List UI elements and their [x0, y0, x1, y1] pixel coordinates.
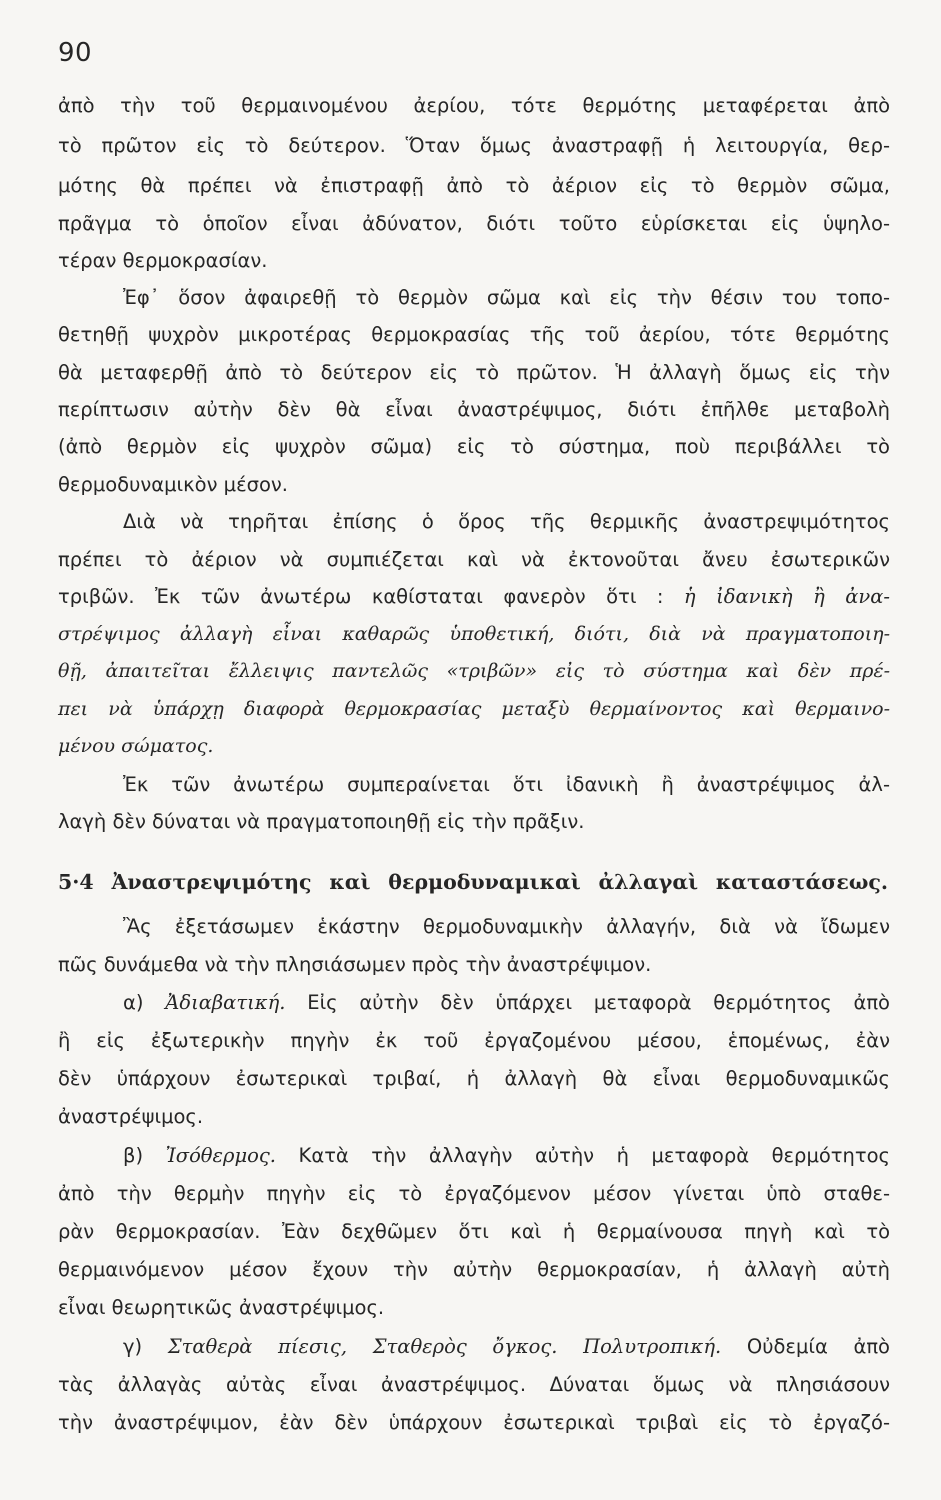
text-line: Ἐφ᾽ ὅσον ἀφαιρεθῇ τὸ θερμὸν σῶμα καὶ εἰς τὴν θέσιν του τοπο-: [123, 286, 890, 309]
page-number: 90: [58, 38, 93, 68]
list-item-term: Σταθερὰ πίεσις, Σταθερὸς ὄγκος. Πολυτροπική.: [167, 1335, 722, 1358]
text-line: θερμοδυναμικὸν μέσον.: [58, 473, 288, 496]
list-item-a: [123, 993, 890, 1013]
text-line: πρέπει τὸ ἀέριον νὰ συμπιέζεται καὶ νὰ ἐκτονοῦται ἄνευ ἐσωτερικῶν: [58, 548, 890, 571]
list-item-c: [123, 1337, 890, 1357]
text-run: Κατὰ τὴν ἀλλαγὴν αὐτὴν ἡ μεταφορὰ θερμότητος: [276, 1144, 890, 1167]
text-line: Διὰ νὰ τηρῆται ἐπίσης ὁ ὅρος τῆς θερμικῆς ἀναστρεψιμότητος: [123, 510, 890, 533]
list-item-term: Ἰσόθερμος.: [165, 1144, 277, 1167]
text-line: μότης θὰ πρέπει νὰ ἐπιστραφῇ ἀπὸ τὸ ἀέριον εἰς τὸ θερμὸν σῶμα,: [58, 174, 890, 197]
text-line: [58, 587, 890, 607]
text-line: θερμαινόμενον μέσον ἔχουν τὴν αὐτὴν θερμοκρασίαν, ἡ ἀλλαγὴ αὐτὴ: [58, 1258, 890, 1281]
text-line: (ἀπὸ θερμὸν εἰς ψυχρὸν σῶμα) εἰς τὸ σύστημα, ποὺ περιβάλλει τὸ: [58, 435, 890, 458]
emphasis-run: ἡ ἰδανικὴ ἢ ἀνα-: [683, 585, 890, 608]
text-line: ἀπὸ τὴν θερμὴν πηγὴν εἰς τὸ ἐργαζόμενον μέσον γίνεται ὑπὸ σταθε-: [58, 1182, 890, 1205]
text-line: τέραν θερμοκρασίαν.: [58, 249, 268, 272]
list-item-b: [123, 1146, 890, 1166]
text-line: τὰς ἀλλαγὰς αὐτὰς εἶναι ἀναστρέψιμος. Δύναται ὅμως νὰ πλησιάσουν: [58, 1373, 890, 1396]
text-line: τὸ πρῶτον εἰς τὸ δεύτερον. Ὅταν ὅμως ἀναστραφῇ ἡ λειτουργία, θερ-: [58, 134, 890, 157]
text-line: τὴν ἀναστρέψιμον, ἐὰν δὲν ὑπάρχουν ἐσωτερικαὶ τριβαὶ εἰς τὸ ἐργαζό-: [58, 1411, 890, 1434]
list-item-term: Ἀδιαβατική.: [165, 991, 286, 1014]
text-line: Ἂς ἐξετάσωμεν ἑκάστην θερμοδυναμικὴν ἀλλαγήν, διὰ νὰ ἴδωμεν: [123, 915, 890, 938]
text-line: περίπτωσιν αὐτὴν δὲν θὰ εἶναι ἀναστρέψιμος, διότι ἐπῆλθε μεταβολὴ: [58, 398, 890, 421]
text-line: εἶναι θεωρητικῶς ἀναστρέψιμος.: [58, 1296, 385, 1319]
text-line: λαγὴ δὲν δύναται νὰ πραγματοποιηθῇ εἰς τὴν πρᾶξιν.: [58, 810, 585, 833]
list-marker: γ): [123, 1335, 168, 1358]
text-run: Εἰς αὐτὴν δὲν ὑπάρχει μεταφορὰ θερμότητος ἀπὸ: [285, 991, 890, 1014]
text-line: θὰ μεταφερθῇ ἀπὸ τὸ δεύτερον εἰς τὸ πρῶτον. Ἡ ἀλλαγὴ ὅμως εἰς τὴν: [58, 361, 890, 384]
text-line-italic: στρέψιμος ἀλλαγὴ εἶναι καθαρῶς ὑποθετική, διότι, διὰ νὰ πραγματοποιη-: [58, 623, 890, 645]
text-run: Οὐδεμία ἀπὸ: [721, 1335, 890, 1358]
text-run: τριβῶν. Ἐκ τῶν ἀνωτέρω καθίσταται φανερὸν ὅτι :: [58, 585, 684, 608]
text-line: πῶς δυνάμεθα νὰ τὴν πλησιάσωμεν πρὸς τὴν ἀναστρέψιμον.: [58, 953, 652, 976]
section-heading: 5·4 Ἀναστρεψιμότης καὶ θερμοδυναμικαὶ ἀλλαγαὶ καταστάσεως.: [58, 870, 888, 894]
text-line: Ἐκ τῶν ἀνωτέρω συμπεραίνεται ὅτι ἰδανικὴ ἢ ἀναστρέψιμος ἀλ-: [123, 773, 890, 796]
list-marker: α): [123, 991, 166, 1014]
text-line: δὲν ὑπάρχουν ἐσωτερικαὶ τριβαί, ἡ ἀλλαγὴ θὰ εἶναι θερμοδυναμικῶς: [58, 1067, 890, 1090]
text-line: ἢ εἰς ἐξωτερικὴν πηγὴν ἐκ τοῦ ἐργαζομένου μέσου, ἑπομένως, ἐὰν: [58, 1029, 890, 1052]
text-line-italic: πει νὰ ὑπάρχῃ διαφορὰ θερμοκρασίας μεταξὺ θερμαίνοντος καὶ θερμαινο-: [58, 698, 890, 720]
text-line-italic: θῇ, ἀπαιτεῖται ἔλλειψις παντελῶς «τριβῶν» εἰς τὸ σύστημα καὶ δὲν πρέ-: [58, 660, 890, 682]
text-line-italic: μένου σώματος.: [58, 735, 214, 757]
text-line: ἀναστρέψιμος.: [58, 1105, 204, 1128]
text-line: ἀπὸ τὴν τοῦ θερμαινομένου ἀερίου, τότε θερμότης μεταφέρεται ἀπὸ: [58, 94, 890, 117]
text-line: θετηθῇ ψυχρὸν μικροτέρας θερμοκρασίας τῆς τοῦ ἀερίου, τότε θερμότης: [58, 323, 890, 346]
text-line: ρὰν θερμοκρασίαν. Ἐὰν δεχθῶμεν ὅτι καὶ ἡ θερμαίνουσα πηγὴ καὶ τὸ: [58, 1220, 890, 1243]
text-line: πρᾶγμα τὸ ὁποῖον εἶναι ἀδύνατον, διότι τοῦτο εὑρίσκεται εἰς ὑψηλο-: [58, 212, 890, 235]
list-marker: β): [123, 1144, 166, 1167]
